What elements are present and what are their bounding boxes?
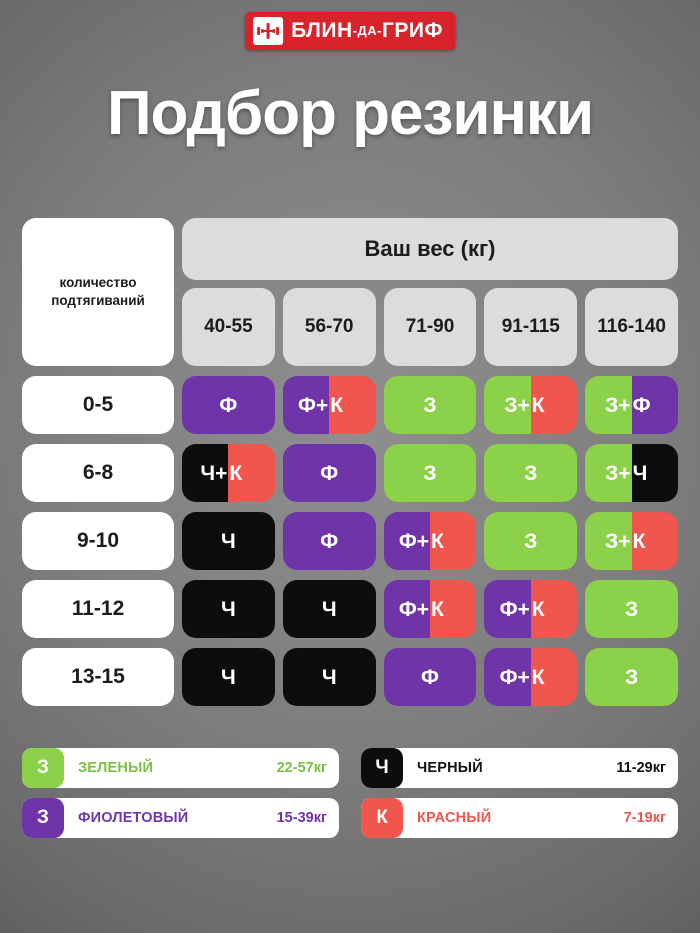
band-segment-black: Ч	[283, 580, 376, 638]
band-cell	[283, 376, 376, 434]
band-segment-green: З	[384, 376, 477, 434]
band-cell	[585, 580, 678, 638]
legend-range: 15-39кг	[276, 810, 327, 826]
band-segment-green: З	[384, 444, 477, 502]
legend-range: 7-19кг	[623, 810, 666, 826]
table-row	[22, 648, 678, 706]
band-cell	[182, 444, 275, 502]
band-segment-green: З	[585, 648, 678, 706]
legend-item	[361, 798, 678, 838]
band-segment-red: К	[228, 444, 274, 502]
legend-item	[22, 748, 339, 788]
page-title: Подбор резинки	[106, 79, 594, 148]
band-segment-red: К	[632, 512, 678, 570]
legend-chip-black: Ч	[361, 748, 403, 788]
brand-logo-text	[291, 19, 443, 43]
table-row	[22, 512, 678, 570]
legend-range: 22-57кг	[276, 760, 327, 776]
band-cell	[283, 444, 376, 502]
band-segment-black: Ч	[182, 648, 275, 706]
band-cell	[283, 512, 376, 570]
legend-chip-green: З	[22, 748, 64, 788]
band-segment-purple: Ф+	[384, 512, 430, 570]
row-label-pullups: 11-12	[22, 580, 174, 638]
band-segment-black: Ч	[182, 580, 275, 638]
brand-word-1: БЛИН	[291, 19, 353, 42]
band-segment-purple: Ф	[632, 376, 678, 434]
band-segment-green: З+	[484, 376, 530, 434]
band-segment-purple: Ф+	[484, 648, 530, 706]
weight-column-2: 71-90	[384, 288, 477, 366]
weight-header-title: Ваш вес (кг)	[182, 218, 678, 280]
legend-item	[22, 798, 339, 838]
legend-name: ЧЕРНЫЙ	[417, 760, 483, 776]
band-segment-red: К	[430, 512, 476, 570]
row-cells	[182, 512, 678, 570]
band-cell	[585, 512, 678, 570]
band-segment-green: З	[585, 580, 678, 638]
row-cells	[182, 580, 678, 638]
band-segment-purple: Ф	[182, 376, 275, 434]
weight-header-block	[182, 218, 678, 366]
band-cell	[484, 376, 577, 434]
band-cell	[585, 376, 678, 434]
table-row	[22, 376, 678, 434]
row-label-pullups: 0-5	[22, 376, 174, 434]
brand-logo	[245, 12, 455, 50]
row-label-pullups: 6-8	[22, 444, 174, 502]
band-cell	[384, 444, 477, 502]
row-cells	[182, 648, 678, 706]
band-cell	[585, 648, 678, 706]
band-segment-purple: Ф	[384, 648, 477, 706]
band-segment-red: К	[531, 648, 577, 706]
band-cell	[182, 580, 275, 638]
band-cell	[484, 512, 577, 570]
legend-chip-red: К	[361, 798, 403, 838]
band-cell	[384, 512, 477, 570]
legend-name: ЗЕЛЕНЫЙ	[78, 760, 154, 776]
table-header-row	[22, 218, 678, 366]
band-segment-black: Ч	[632, 444, 678, 502]
barbell-icon	[253, 17, 283, 45]
band-cell	[585, 444, 678, 502]
selection-table	[22, 218, 678, 716]
legend-range: 11-29кг	[616, 760, 666, 776]
band-segment-red: К	[531, 376, 577, 434]
band-segment-green: З+	[585, 376, 631, 434]
band-cell	[182, 512, 275, 570]
band-segment-red: К	[329, 376, 375, 434]
legend-name: ФИОЛЕТОВЫЙ	[78, 810, 189, 826]
legend-chip-purple: З	[22, 798, 64, 838]
row-cells	[182, 444, 678, 502]
weight-column-0: 40-55	[182, 288, 275, 366]
legend-item	[361, 748, 678, 788]
band-segment-purple: Ф+	[484, 580, 530, 638]
band-segment-green: З+	[585, 512, 631, 570]
band-cell	[384, 648, 477, 706]
table-row	[22, 444, 678, 502]
band-cell	[182, 648, 275, 706]
band-segment-green: З+	[585, 444, 631, 502]
band-cell	[484, 444, 577, 502]
brand-separator: -ДА-	[352, 23, 382, 38]
corner-label: количество подтягиваний	[22, 218, 174, 366]
weight-column-4: 116-140	[585, 288, 678, 366]
band-segment-purple: Ф	[283, 512, 376, 570]
band-segment-black: Ч+	[182, 444, 228, 502]
band-cell	[384, 376, 477, 434]
band-cell	[484, 648, 577, 706]
band-segment-green: З	[484, 444, 577, 502]
band-cell	[384, 580, 477, 638]
legend	[22, 748, 678, 838]
legend-name: КРАСНЫЙ	[417, 810, 492, 826]
band-cell	[182, 376, 275, 434]
band-cell	[283, 580, 376, 638]
brand-word-2: ГРИФ	[381, 19, 443, 42]
band-segment-red: К	[430, 580, 476, 638]
weight-column-1: 56-70	[283, 288, 376, 366]
band-segment-green: З	[484, 512, 577, 570]
band-cell	[484, 580, 577, 638]
band-segment-black: Ч	[283, 648, 376, 706]
band-segment-purple: Ф+	[384, 580, 430, 638]
band-cell	[283, 648, 376, 706]
band-segment-purple: Ф+	[283, 376, 329, 434]
row-cells	[182, 376, 678, 434]
table-row	[22, 580, 678, 638]
band-segment-black: Ч	[182, 512, 275, 570]
weight-column-3: 91-115	[484, 288, 577, 366]
band-segment-red: К	[531, 580, 577, 638]
weight-column-headers	[182, 288, 678, 366]
table-body	[22, 376, 678, 706]
row-label-pullups: 13-15	[22, 648, 174, 706]
band-segment-purple: Ф	[283, 444, 376, 502]
row-label-pullups: 9-10	[22, 512, 174, 570]
